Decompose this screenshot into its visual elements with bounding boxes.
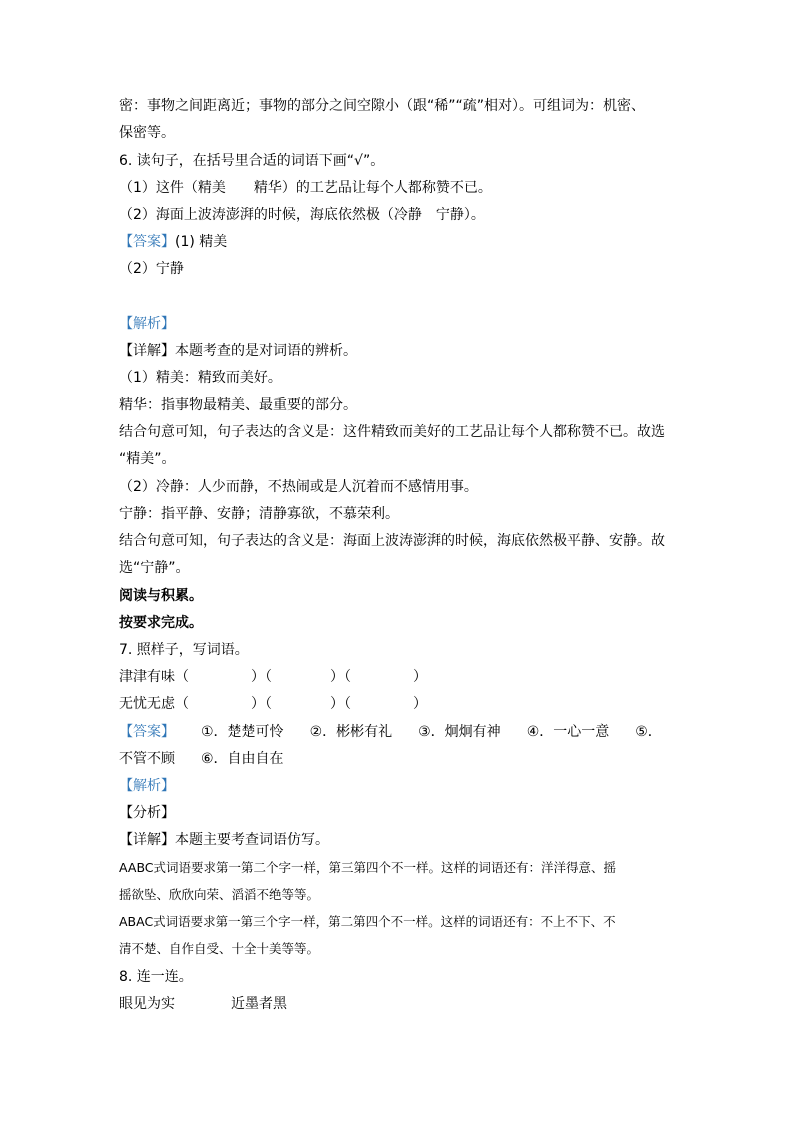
q7-row-2 [119,694,427,714]
explanation-line: 精华：指事物最精美、最重要的部分。 [119,397,357,413]
explanation-line: 清不楚、自作自受、十全十美等等。 [119,941,320,956]
question-6-title: 6. 读句子，在括号里合适的词语下画“√”。 [119,153,385,169]
q8-pair-row [119,994,287,1014]
q7-answer-line-2 [119,749,284,769]
paren: ）（ [330,669,351,685]
explanation-line: “精美”。 [119,451,176,467]
paren: ）（ [251,669,272,685]
paragraph-line: 保密等。 [119,125,175,141]
answer-tag: 【答案】 [119,724,175,740]
q6-detail-line [119,341,357,361]
detail-tag: 【详解】 [119,343,175,359]
q7-answer-4: ④．一心一意 [526,724,610,740]
q7-answer-line [119,722,662,742]
paren: （ [175,669,189,685]
explanation-line: （2）冷静：人少而静，不热闹或是人沉着而不感情用事。 [119,479,478,495]
paragraph-line: 密：事物之间距离近；事物的部分之间空隙小（跟“稀”“疏”相对）。可组词为：机密、 [119,98,646,114]
q8-right-item: 近墨者黑 [231,996,287,1012]
q6-answer-1: (1) 精美 [175,234,228,250]
q7-answer-3: ③．炯炯有神 [418,724,501,740]
q6-sentence-2: （2）海面上波涛澎湃的时候，海底依然极（冷静 宁静）。 [119,207,485,223]
q8-left-item: 眼见为实 [119,996,175,1012]
q7-answer-5-label: ⑤． [635,724,662,740]
q6-answer-line [119,232,227,252]
paren: ）（ [330,696,351,712]
q7-detail-line [119,830,329,850]
section-heading: 按要求完成。 [119,615,203,631]
paren: ） [413,696,427,712]
q7-answer-1: ①．楚楚可怜 [201,724,284,740]
example-word: 津津有味 [119,669,175,685]
explanation-line: 结合句意可知，句子表达的含义是：海面上波涛澎湃的时候，海底依然极平静、安静。故 [119,533,665,549]
detail-text: 本题主要考查词语仿写。 [175,832,329,848]
question-8-title: 8. 连一连。 [119,969,193,985]
q6-sentence-1: （1）这件（精美 精华）的工艺品让每个人都称赞不已。 [119,180,492,196]
paren: ）（ [251,696,272,712]
analysis-tag: 【解析】 [119,316,175,332]
explanation-line: 宁静：指平静、安静；清静寡欲，不慕荣利。 [119,506,399,522]
explanation-line: （1）精美：精致而美好。 [119,370,282,386]
paren: （ [175,696,189,712]
example-word: 无忧无虑 [119,696,175,712]
section-heading: 阅读与积累。 [119,588,203,604]
q7-answer-5: 不管不顾 [119,751,175,767]
explanation-line: 摇欲坠、欣欣向荣、滔滔不绝等等。 [119,887,320,902]
detail-tag: 【详解】 [119,832,175,848]
explanation-line: AABC式词语要求第一第二个字一样，第三第四个不一样。这样的词语还有：洋洋得意、摇 [119,860,617,875]
question-7-title: 7. 照样子，写词语。 [119,642,249,658]
explanation-line: 选“宁静”。 [119,560,190,576]
q7-answer-2: ②．彬彬有礼 [309,724,393,740]
answer-tag: 【答案】 [119,234,175,250]
explanation-line: 结合句意可知，句子表达的含义是：这件精致而美好的工艺品让每个人都称赞不已。故选 [119,424,665,440]
paren: ） [413,669,427,685]
q7-row-1 [119,667,427,687]
q6-answer-2: （2）宁静 [119,261,184,277]
analysis-tag: 【解析】 [119,778,175,794]
explanation-line: ABAC式词语要求第一第三个字一样，第二第四个不一样。这样的词语还有：不上不下、不 [119,914,616,929]
q7-answer-6: ⑥．自由自在 [201,751,284,767]
detail-text: 本题考查的是对词语的辨析。 [175,343,357,359]
analyze-tag: 【分析】 [119,805,175,821]
